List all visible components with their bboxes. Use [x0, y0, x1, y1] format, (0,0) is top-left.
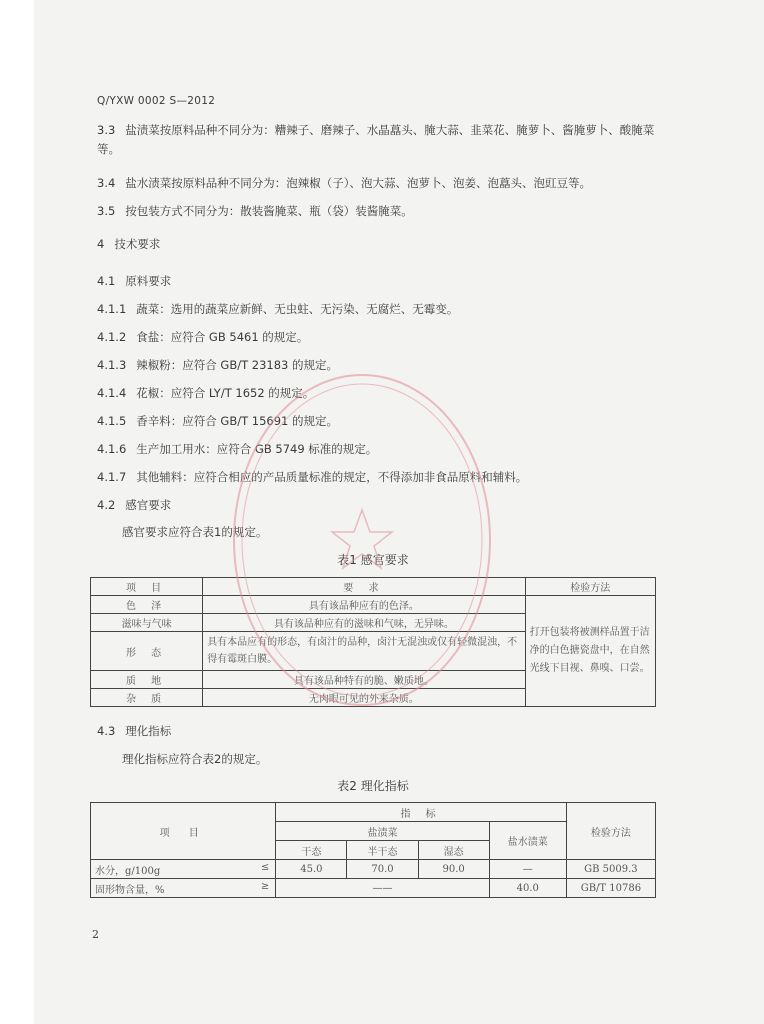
- table-header-cell: 盐渍菜: [276, 822, 489, 841]
- table-header-cell: 半干态: [347, 841, 418, 860]
- table-cell: 质 地: [91, 671, 203, 689]
- table-header-cell: 干态: [276, 841, 347, 860]
- page-number: 2: [92, 928, 99, 941]
- clause-4-1-7: 4.1.7 其他辅料：应符合相应的产品质量标准的规定，不得添加非食品原料和辅料。: [97, 470, 528, 484]
- physicochemical-table: [90, 802, 656, 898]
- clause-4-1-2: 4.1.2 食盐：应符合 GB 5461 的规定。: [97, 330, 309, 344]
- table-cell: 45.0: [276, 860, 347, 879]
- table-header-cell: 项 目: [91, 803, 276, 860]
- table-header-cell: 要 求: [203, 578, 525, 596]
- table-cell: 色 泽: [91, 596, 203, 614]
- clause-3-3: 3.3 盐渍菜按原料品种不同分为：糟辣子、磨辣子、水晶藠头、腌大蒜、韭菜花、腌萝卜、酱腌萝卜、酸腌菜等。: [97, 123, 655, 156]
- table1-intro: 感官要求应符合表1的规定。: [122, 525, 268, 539]
- table-cell: 杂 质: [91, 689, 203, 707]
- table-cell: 70.0: [347, 860, 418, 879]
- document-id: Q/YXW 0002 S—2012: [97, 95, 216, 107]
- table-cell-method: 打开包装将被测样品置于洁净的白色搪瓷盘中，在自然光线下目视、鼻嗅、口尝。: [525, 596, 655, 707]
- table-header-cell: 检验方法: [566, 803, 655, 860]
- table1-caption: 表1 感官要求: [337, 553, 409, 567]
- table-cell: GB 5009.3: [566, 860, 655, 879]
- table-cell: 具有本品应有的形态，有卤汁的品种，卤汁无混浊或仅有轻微混浊，不得有霉斑白膜。: [203, 632, 525, 671]
- table-cell: 无肉眼可见的外来杂质。: [203, 689, 525, 707]
- table-cell: 具有该品种应有的色泽。: [203, 596, 525, 614]
- section-4-heading: 4 技术要求: [97, 237, 161, 251]
- table-header-cell: 湿态: [418, 841, 489, 860]
- clause-3-4: 3.4 盐水渍菜按原料品种不同分为：泡辣椒（子）、泡大蒜、泡萝卜、泡姜、泡藠头、泡豇豆等。: [97, 176, 592, 190]
- table-row: [91, 596, 656, 614]
- section-4-2-heading: 4.2 感官要求: [97, 498, 172, 512]
- clause-4-1-6: 4.1.6 生产加工用水：应符合 GB 5749 标准的规定。: [97, 442, 378, 456]
- table-header-row: [91, 803, 656, 822]
- clause-3-5: 3.5 按包装方式不同分为：散装酱腌菜、瓶（袋）装酱腌菜。: [97, 204, 413, 218]
- table-cell: 形 态: [91, 632, 203, 671]
- clause-4-1-5: 4.1.5 香辛料：应符合 GB/T 15691 的规定。: [97, 414, 339, 428]
- table-cell: 滋味与气味: [91, 614, 203, 632]
- table-row: [91, 879, 656, 898]
- clause-4-1-4: 4.1.4 花椒：应符合 LY/T 1652 的规定。: [97, 386, 315, 400]
- table-cell: 具有该品种特有的脆、嫩质地。: [203, 671, 525, 689]
- table2-caption: 表2 理化指标: [337, 779, 409, 793]
- table-header-row: [91, 578, 656, 596]
- table-cell: ——: [276, 879, 489, 898]
- section-4-3-heading: 4.3 理化指标: [97, 724, 172, 738]
- section-4-1-heading: 4.1 原料要求: [97, 274, 172, 288]
- table-cell: —: [489, 860, 566, 879]
- table2-intro: 理化指标应符合表2的规定。: [122, 752, 268, 766]
- table-header-cell: 指 标: [276, 803, 567, 822]
- table-cell-item: 固形物含量，% ≥: [91, 879, 276, 898]
- table-cell: 具有该品种应有的滋味和气味，无异味。: [203, 614, 525, 632]
- table-header-cell: 检验方法: [525, 578, 655, 596]
- table-cell: 40.0: [489, 879, 566, 898]
- table-cell-item: 水分，g/100g ≤: [91, 860, 276, 879]
- table-cell: 90.0: [418, 860, 489, 879]
- clause-4-1-3: 4.1.3 辣椒粉：应符合 GB/T 23183 的规定。: [97, 358, 339, 372]
- table-row: [91, 860, 656, 879]
- sensory-requirements-table: [90, 577, 656, 707]
- table-header-cell: 项 目: [91, 578, 203, 596]
- table-header-cell: 盐水渍菜: [489, 822, 566, 860]
- clause-4-1-1: 4.1.1 蔬菜：选用的蔬菜应新鲜、无虫蛀、无污染、无腐烂、无霉变。: [97, 302, 459, 316]
- table-cell: GB/T 10786: [566, 879, 655, 898]
